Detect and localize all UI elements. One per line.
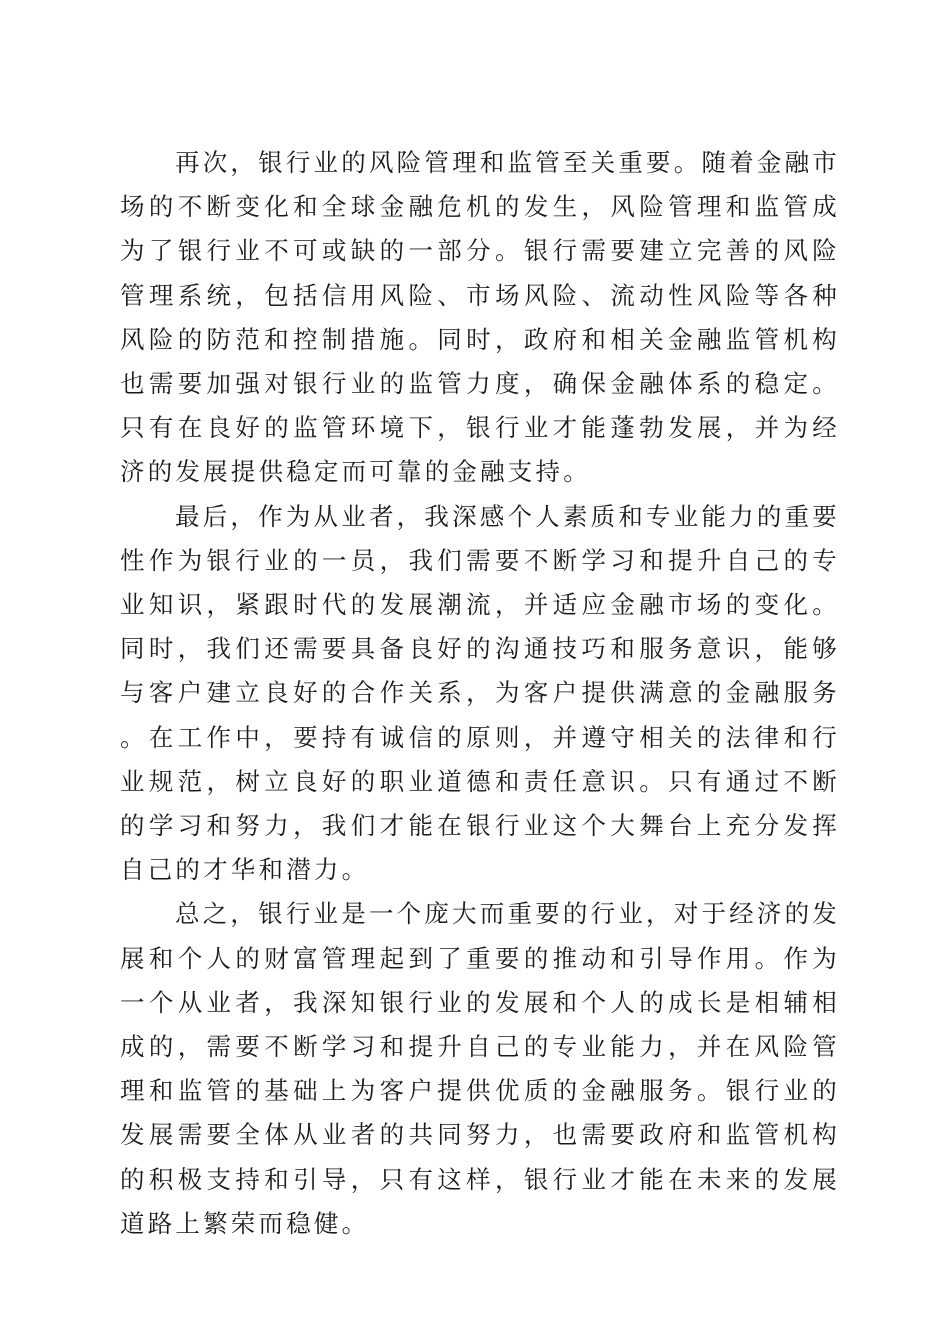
paragraph-risk-management: 再次，银行业的风险管理和监管至关重要。随着金融市场的不断变化和全球金融危机的发生，风险管理和监管成为了银行业不可或缺的一部分。银行需要建立完善的风险管理系统，包括信用风险、市场风险、流动性风险等各种风险的防范和控制措施。同时，政府和相关金融监管机构也需要加强对银行业的监管力度，确保金融体系的稳定。只有在良好的监管环境下，银行业才能蓬勃发展，并为经济的发展提供稳定而可靠的金融支持。	[120, 148, 840, 487]
document-body	[120, 141, 840, 1246]
paragraph-personal-quality: 最后，作为从业者，我深感个人素质和专业能力的重要性作为银行业的一员，我们需要不断学习和提升自己的专业知识，紧跟时代的发展潮流，并适应金融市场的变化。同时，我们还需要具备良好的沟通技巧和服务意识，能够与客户建立良好的合作关系，为客户提供满意的金融服务。在工作中，要持有诚信的原则，并遵守相关的法律和行业规范，树立良好的职业道德和责任意识。只有通过不断的学习和努力，我们才能在银行业这个大舞台上充分发挥自己的才华和潜力。	[120, 501, 840, 885]
paragraph-conclusion: 总之，银行业是一个庞大而重要的行业，对于经济的发展和个人的财富管理起到了重要的推动和引导作用。作为一个从业者，我深知银行业的发展和个人的成长是相辅相成的，需要不断学习和提升自己的专业能力，并在风险管理和监管的基础上为客户提供优质的金融服务。银行业的发展需要全体从业者的共同努力，也需要政府和监管机构的积极支持和引导，只有这样，银行业才能在未来的发展道路上繁荣而稳健。	[120, 899, 840, 1238]
